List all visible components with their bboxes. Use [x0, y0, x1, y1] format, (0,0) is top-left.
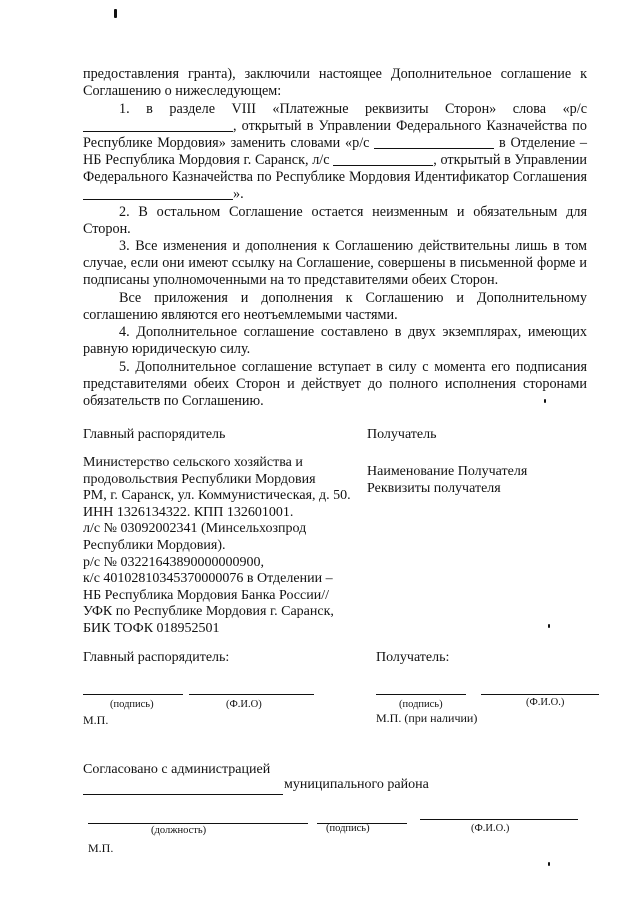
clause-3-appendix: Все приложения и дополнения к Соглашению и Дополнительному соглашению являются его неотъемлемыми частями. — [83, 290, 587, 323]
caption-fio: (Ф.И.О) — [226, 699, 262, 710]
caption-signature: (подпись) — [399, 699, 443, 710]
administration-line[interactable] — [83, 794, 283, 795]
clause-5: 5. Дополнительное соглашение вступает в силу с момента его подписания представителями обеих Сторон и действует до полного исполнения сторонами обязательств по Соглашению. — [83, 359, 587, 409]
scan-dot — [548, 862, 550, 866]
detail-line: продовольствия Республики Мордовия — [83, 471, 316, 487]
detail-line: Министерство сельского хозяйства и — [83, 455, 303, 470]
name-line[interactable] — [189, 694, 314, 695]
intro-paragraph: предоставления гранта), заключили настоящее Дополнительное соглашение к Соглашению о нижеследующем: — [83, 66, 587, 99]
detail-line: Республики Мордовия). — [83, 537, 226, 553]
signature-line[interactable] — [83, 694, 183, 695]
stamp-place-right: М.П. (при наличии) — [376, 711, 478, 725]
right-party-details — [367, 464, 587, 497]
clause-3: 3. Все изменения и дополнения к Соглашению действительны лишь в том случае, если они имеют ссылку на Соглашение, совершены в письменной форме и подписаны уполномоченными на то представителями обеих Сторон. — [83, 238, 587, 288]
blank-field[interactable] — [333, 152, 433, 166]
left-party-details — [83, 455, 373, 638]
signature-line[interactable] — [376, 694, 466, 695]
sign-right-label: Получатель: — [376, 650, 450, 665]
position-line[interactable] — [88, 823, 308, 824]
right-party-heading: Получатель — [367, 427, 437, 442]
detail-line: Реквизиты получателя — [367, 480, 501, 496]
blank-field[interactable] — [374, 135, 494, 149]
detail-line: ИНН 1326134322. КПП 132601001. — [83, 504, 294, 520]
caption-fio: (Ф.И.О.) — [471, 823, 510, 834]
caption-fio: (Ф.И.О.) — [526, 697, 565, 708]
left-party-heading: Главный распорядитель — [83, 427, 226, 442]
clause-4: 4. Дополнительное соглашение составлено в двух экземплярах, имеющих равную юридическую силу. — [83, 324, 587, 357]
scan-mark — [114, 9, 117, 18]
caption-signature: (подпись) — [110, 699, 154, 710]
blank-field[interactable] — [83, 186, 233, 200]
sign-left-label: Главный распорядитель: — [83, 650, 230, 665]
detail-line: р/с № 03221643890000000900, — [83, 554, 264, 570]
scan-dot — [548, 624, 550, 628]
detail-line: УФК по Республике Мордовия г. Саранск, — [83, 604, 334, 620]
caption-signature: (подпись) — [326, 823, 370, 834]
stamp-place-bottom: М.П. — [88, 841, 114, 855]
detail-line: БИК ТОФК 018952501 — [83, 620, 220, 636]
blank-field[interactable] — [83, 118, 233, 132]
district-label: муниципального района — [284, 777, 429, 792]
clause-1: 1. в разделе VIII «Платежные реквизиты Сторон» слова «р/с , открытый в Управлении Федерального Казначейства по Республике Мордовия» заменить словами «р/с в Отделение – НБ Республика Мордовия г. Саранск, л/с , открытый в Управлении Федерального Казначейства по Республике Мордовия Идентификатор Соглашения ». — [83, 101, 587, 202]
name-line[interactable] — [481, 694, 599, 695]
detail-line: РМ, г. Саранск, ул. Коммунистическая, д. 50. — [83, 488, 351, 504]
detail-line: НБ Республика Мордовия Банка России// — [83, 587, 329, 603]
stamp-place-left: М.П. — [83, 713, 109, 727]
caption-position: (должность) — [151, 825, 207, 836]
detail-line: к/с 40102810345370000076 в Отделении – — [83, 571, 333, 587]
detail-line: л/с № 03092002341 (Минсельхозпрод — [83, 521, 307, 537]
name-line[interactable] — [420, 819, 578, 820]
detail-line: Наименование Получателя — [367, 464, 528, 479]
clause-2: 2. В остальном Соглашение остается неизменным и обязательным для Сторон. — [83, 204, 587, 237]
agreed-label: Согласовано с администрацией — [83, 762, 271, 777]
